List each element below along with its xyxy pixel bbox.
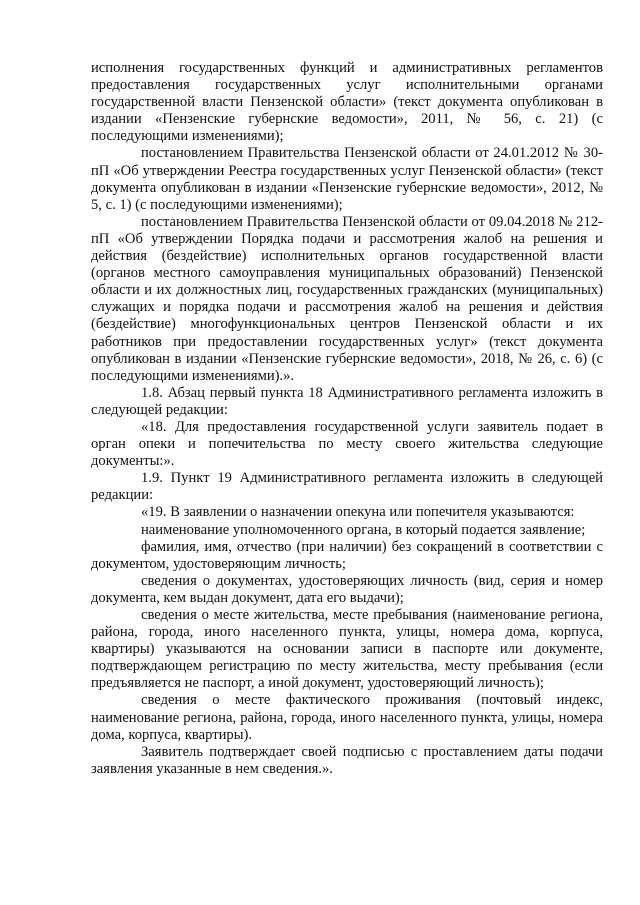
paragraph-full-name: фамилия, имя, отчество (при наличии) без сокращений в соответствии с документом, удостоверяющим личность; [91, 538, 603, 572]
paragraph-regulations-continuation: исполнения государственных функций и административных регламентов предоставления государственных услуг исполнительными органами государственной власти Пензенской области» (текст документа опубликован в издании «Пензенские губернские ведомости», 2011, № 56, с. 21) (с последующими изменениями); [91, 60, 603, 145]
paragraph-resolution-212pp: постановлением Правительства Пензенской области от 09.04.2018 № 212-пП «Об утверждении Порядка подачи и рассмотрения жалоб на решения и действия (бездействие) исполнительных органов государственной власти (органов местного самоуправления муниципальных образований) Пензенской области и их должностных лиц, государственных гражданских (муниципальных) служащих и порядка подачи и рассмотрения жалоб на решения и действия (бездействие) многофункциональных центров Пензенской области и их работников при предоставлении государственных услуг» (текст документа опубликован в издании «Пензенские губернские ведомости», 2018, № 26, с. 6) (с последующими изменениями).». [91, 213, 603, 384]
paragraph-applicant-confirmation: Заявитель подтверждает своей подписью с проставлением даты подачи заявления указанные в нем сведения.». [91, 743, 603, 777]
paragraph-item-1-9: 1.9. Пункт 19 Административного регламента изложить в следующей редакции: [91, 470, 603, 504]
paragraph-identity-documents: сведения о документах, удостоверяющих личность (вид, серия и номер документа, кем выдан документ, дата его выдачи); [91, 572, 603, 606]
document-page [91, 60, 603, 778]
paragraph-residence-info: сведения о месте жительства, месте пребывания (наименование региона, района, города, иного населенного пункта, улицы, номера дома, корпуса, квартиры) указываются на основании записи в паспорте или документе, подтверждающем регистрацию по месту жительства, месту пребывания (если предъявляется не паспорт, а иной документ, удостоверяющий личность); [91, 607, 603, 692]
paragraph-point-19-intro: «19. В заявлении о назначении опекуна или попечителя указываются: [141, 504, 575, 521]
paragraph-actual-residence: сведения о месте фактического проживания (почтовый индекс, наименование региона, района, города, иного населенного пункта, улицы, номера дома, корпуса, квартиры). [91, 692, 603, 743]
paragraph-resolution-30pp: постановлением Правительства Пензенской области от 24.01.2012 № 30-пП «Об утверждении Реестра государственных услуг Пензенской области» (текст документа опубликован в издании «Пензенские губернские ведомости», 2012, № 5, с. 1) (с последующими изменениями); [91, 145, 603, 213]
paragraph-point-18-text: «18. Для предоставления государственной услуги заявитель подает в орган опеки и попечительства по месту своего жительства следующие документы:». [91, 418, 603, 470]
paragraph-item-1-8: 1.8. Абзац первый пункта 18 Административного регламента изложить в следующей редакции: [91, 384, 603, 418]
paragraph-authority-name: наименование уполномоченного органа, в который подается заявление; [141, 521, 586, 538]
